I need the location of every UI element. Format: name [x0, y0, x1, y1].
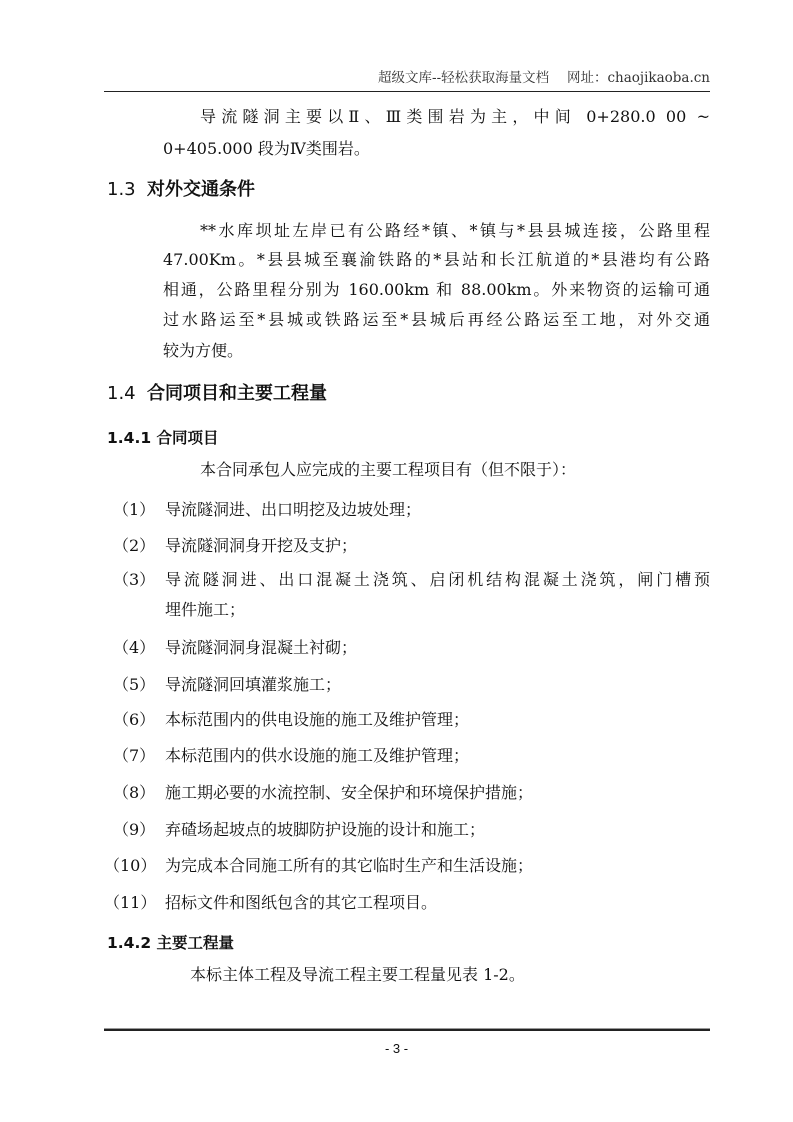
item-text: 导流隧洞回填灌浆施工；: [165, 675, 342, 694]
paragraph-line: 过水路运至*县城或铁路运至*县城后再经公路运至工地，对外交通: [163, 310, 710, 329]
item-text: 施工期必要的水流控制、安全保护和环境保护措施；: [165, 783, 534, 802]
item-label: （3）: [113, 570, 156, 589]
section-number: 1.3: [107, 179, 136, 200]
paragraph-line: 47.00Km。*县县城至襄渝铁路的*县站和长江航道的*县港均有公路: [163, 250, 710, 269]
section-title: 对外交通条件: [147, 179, 255, 200]
paragraph-line: 本标主体工程及导流工程主要工程量见表 1-2。: [190, 965, 525, 984]
header-rule: [104, 91, 710, 92]
item-label: （7）: [113, 746, 156, 765]
page-number: - 3 -: [384, 1041, 409, 1056]
item-text: 弃碴场起坡点的坡脚防护设施的设计和施工；: [165, 820, 486, 839]
item-label: （6）: [113, 710, 156, 729]
page-header: 超级文库--轻松获取海量文档 网址：chaojikaoba.cn: [378, 70, 710, 86]
item-text: 导流隧洞进、出口明挖及边坡处理；: [165, 500, 422, 519]
paragraph-line: 相通，公路里程分别为 160.00km 和 88.00km。外来物资的运输可通: [163, 280, 710, 299]
section-title: 合同项目和主要工程量: [147, 383, 327, 404]
item-label: （8）: [113, 783, 156, 802]
item-text: 导流隧洞洞身开挖及支护；: [165, 536, 358, 555]
item-label: （4）: [113, 638, 156, 657]
item-label: （5）: [113, 675, 156, 694]
item-text: 为完成本合同施工所有的其它临时生产和生活设施；: [165, 856, 534, 875]
item-label: （1）: [113, 500, 156, 519]
item-text: 本标范围内的供水设施的施工及维护管理；: [165, 746, 470, 765]
item-label: （10）: [104, 856, 157, 875]
item-text: 招标文件和图纸包含的其它工程项目。: [165, 893, 438, 912]
paragraph-line: 导流隧洞主要以Ⅱ、Ⅲ类围岩为主，中间 0+280.0 00 ~: [200, 107, 710, 126]
section-heading-1-4: [107, 379, 327, 405]
subsection-heading-1-4-1: 1.4.1 合同项目: [107, 429, 219, 447]
item-label: （11）: [104, 893, 157, 912]
item-text: 导流隧洞进、出口混凝土浇筑、启闭机结构混凝土浇筑，闸门槽预: [165, 570, 710, 589]
subsection-heading-1-4-2: 1.4.2 主要工程量: [107, 934, 235, 952]
item-text: 导流隧洞洞身混凝土衬砌；: [165, 638, 358, 657]
item-label: （9）: [113, 820, 156, 839]
section-heading-1-3: [107, 175, 255, 201]
section-number: 1.4: [107, 383, 136, 404]
paragraph-line: 较为方便。: [163, 341, 244, 360]
item-text: 本标范围内的供电设施的施工及维护管理；: [165, 710, 470, 729]
paragraph-line: **水库坝址左岸已有公路经*镇、*镇与*县县城连接，公路里程: [200, 221, 710, 240]
item-label: （2）: [113, 536, 156, 555]
footer-rule: [104, 1028, 710, 1031]
item-text-cont: 埋件施工；: [165, 600, 246, 619]
intro-text: 本合同承包人应完成的主要工程项目有（但不限于）：: [200, 460, 577, 479]
paragraph-line: 0+405.000 段为Ⅳ类围岩。: [163, 139, 370, 158]
